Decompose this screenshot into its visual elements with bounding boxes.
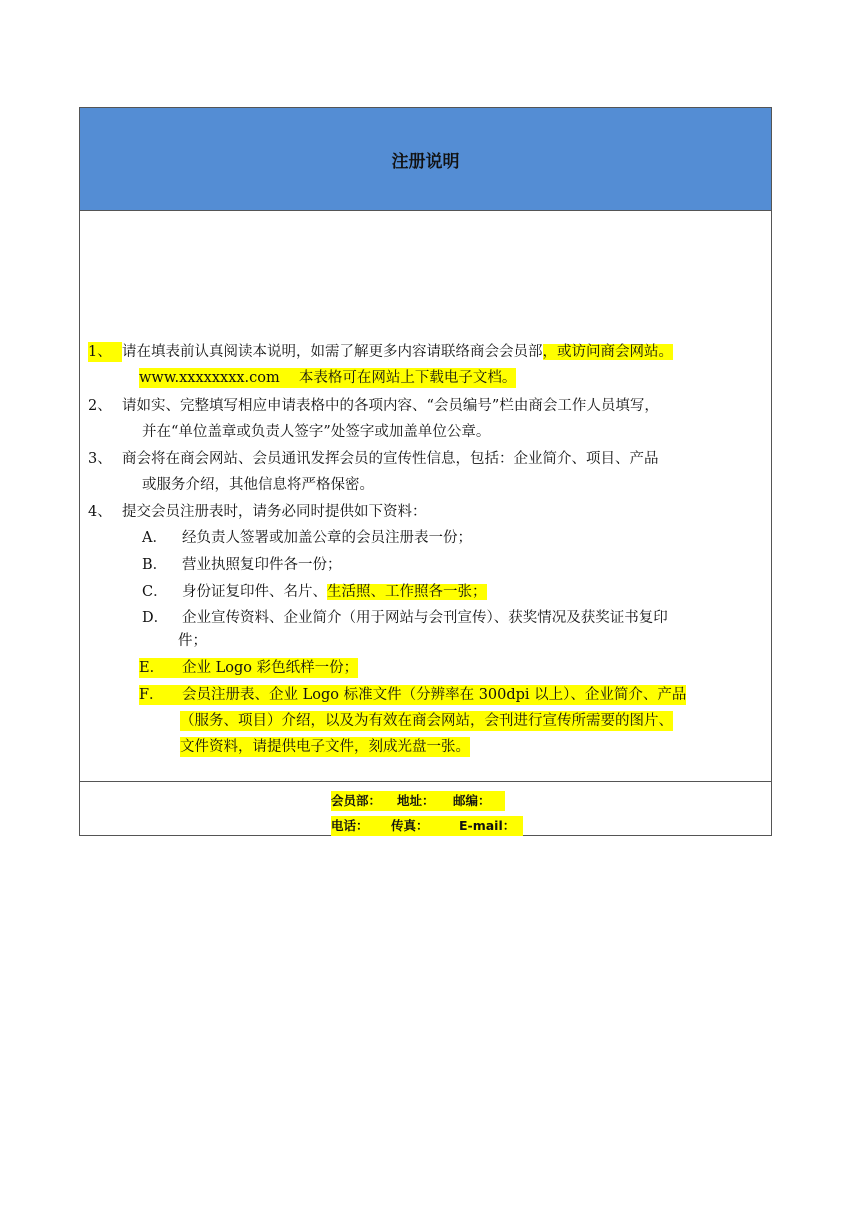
subitem-d-text: 企业宣传资料、企业简介（用于网站与会刊宣传）、获奖情况及获奖证书复印: [182, 610, 668, 626]
subitem-f-line-3: 文件资料，请提供电子文件，刻成光盘一张。: [180, 739, 470, 755]
fax-label: 传真：: [391, 816, 459, 836]
subitem-f: [139, 685, 686, 705]
subitem-a-text: 经负责人签署或加盖公章的会员注册表一份；: [182, 530, 472, 546]
item-2-text: 请如实、完整填写相应申请表格中的各项内容、“会员编号”栏由商会工作人员填写，: [122, 398, 659, 414]
email-label: E-mail：: [459, 816, 523, 836]
address-label: 地址：: [397, 791, 453, 811]
phone-label: 电话：: [331, 816, 391, 836]
subitem-f-letter: F．: [139, 687, 164, 703]
member-dept-label: 会员部：: [331, 791, 397, 811]
postcode-label: 邮编：: [453, 791, 505, 811]
item-1-text-highlight: ，或访问商会网站。: [542, 344, 673, 360]
subitem-e-text: 企业 Logo 彩色纸样一份；: [182, 660, 359, 676]
subitem-d: [142, 608, 668, 628]
subitem-b-text: 营业执照复印件各一份；: [182, 557, 342, 573]
item-3-line-1: [88, 449, 659, 469]
item-1-number: 1、: [88, 342, 122, 362]
item-1-line-2: www.xxxxxxxx.com 本表格可在网站上下载电子文档。: [139, 370, 517, 386]
instructions-section: [80, 211, 771, 782]
subitem-b-letter: B．: [142, 557, 168, 573]
item-2-line-1: [88, 396, 659, 416]
subitem-c: [142, 582, 487, 602]
page-title: 注册说明: [391, 151, 460, 172]
subitem-a-letter: A．: [142, 530, 167, 546]
subitem-c-text-highlight: 生活照、工作照各一张；: [327, 584, 487, 600]
item-1-line-1: [88, 342, 673, 362]
subitem-f-line-2: （服务、项目）介绍，以及为有效在商会网站，会刊进行宣传所需要的图片、: [180, 713, 673, 729]
footer-row-2: [331, 816, 523, 836]
subitem-e-letter: E．: [139, 660, 165, 676]
subitem-a: [142, 528, 472, 548]
item-3-line-2: 或服务介绍，其他信息将严格保密。: [142, 477, 374, 493]
item-3-number: 3、: [88, 451, 112, 467]
item-4-text: 提交会员注册表时，请务必同时提供如下资料：: [122, 504, 427, 520]
item-3-text: 商会将在商会网站、会员通讯发挥会员的宣传性信息，包括：企业简介、项目、产品: [122, 451, 659, 467]
item-1-text: 请在填表前认真阅读本说明，如需了解更多内容请联络商会会员部: [122, 344, 543, 360]
subitem-b: [142, 555, 342, 575]
subitem-e: [139, 658, 358, 678]
contact-footer: [80, 782, 771, 836]
item-4-number: 4、: [88, 504, 112, 520]
footer-row-1: [331, 791, 505, 811]
subitem-d-letter: D．: [142, 610, 169, 626]
subitem-d-line-2: 件；: [178, 633, 207, 649]
item-2-line-2: 并在“单位盖章或负责人签字”处签字或加盖单位公章。: [142, 424, 491, 440]
subitem-c-text: 身份证复印件、名片、: [182, 584, 327, 600]
registration-form: [79, 107, 772, 836]
subitem-f-text: 会员注册表、企业 Logo 标准文件（分辨率在 300dpi 以上）、企业简介、产品: [182, 687, 687, 703]
subitem-c-letter: C．: [142, 584, 168, 600]
item-4-line-1: [88, 502, 427, 522]
item-2-number: 2、: [88, 398, 112, 414]
form-header: [80, 108, 771, 211]
